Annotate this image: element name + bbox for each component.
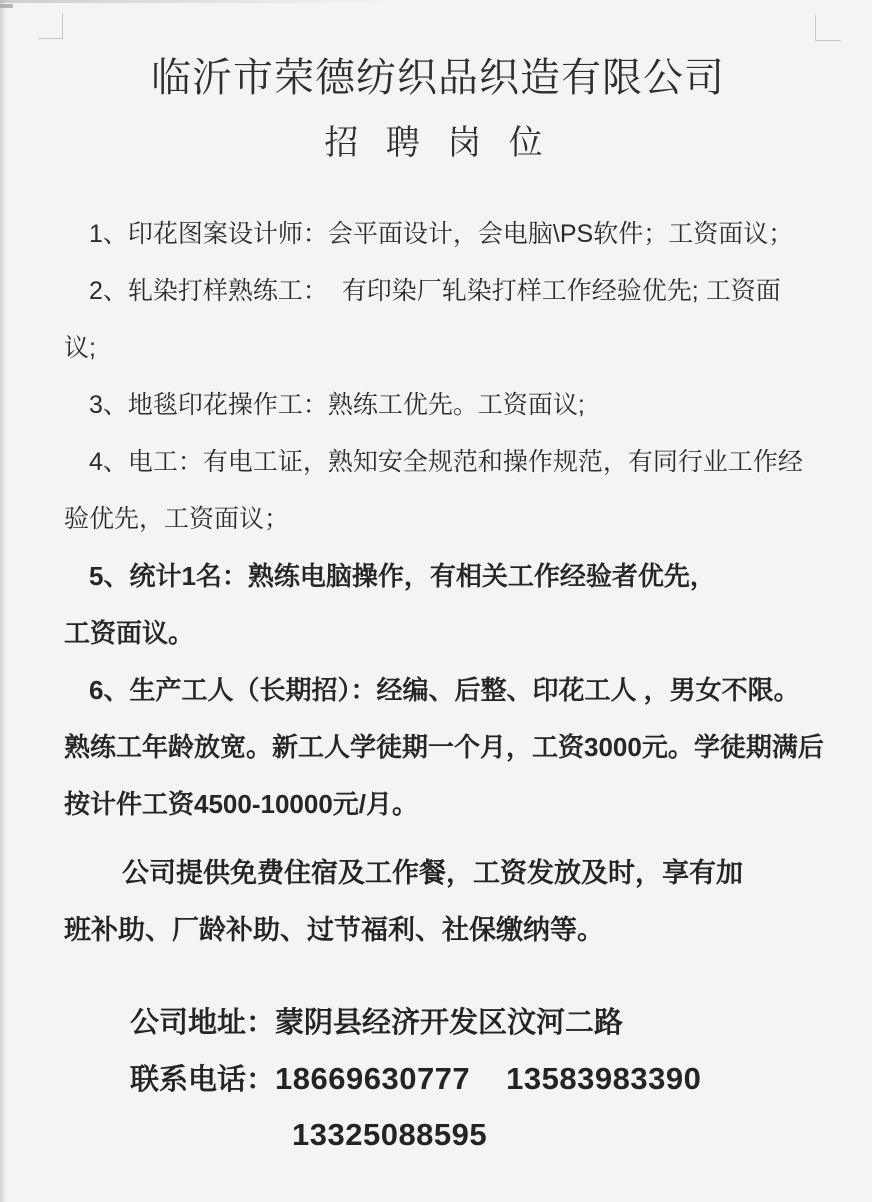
position-line: 1、印花图案设计师：会平面设计，会电脑\PS软件；工资面议； xyxy=(89,220,794,248)
benefits-line: 公司提供免费住宿及工作餐，工资发放及时，享有加 xyxy=(122,858,743,888)
document-title: 招 聘 岗 位 xyxy=(324,124,552,162)
phone-number-2: 13583983390 xyxy=(506,1061,702,1096)
position-line: 3、地毯印花操作工：熟练工优先。工资面议; xyxy=(89,391,585,419)
position-line: 工资面议。 xyxy=(64,618,195,648)
contact-phone-line-2 xyxy=(64,1107,812,1163)
company-address: 蒙阴县经济开发区汶河二路 xyxy=(275,1007,624,1039)
position-item-4 xyxy=(64,434,812,548)
position-line: 熟练工年龄放宽。新工人学徒期一个月，工资3000元。学徒期满后 xyxy=(64,732,824,762)
contact-phone-line xyxy=(64,1051,812,1107)
position-line: 4、电工：有电工证，熟知安全规范和操作规范，有同行业工作经 xyxy=(89,448,803,476)
company-name-title: 临沂市荣德纺织品织造有限公司 xyxy=(151,56,725,100)
contact-section xyxy=(64,995,812,1163)
phone-label: 联系电话： xyxy=(130,1064,276,1096)
position-line: 6、生产工人（长期招）：经编、后整、印花工人 ，男女不限。 xyxy=(89,675,800,705)
position-item-2 xyxy=(64,263,812,377)
position-line: 2、轧染打样熟练工： 有印染厂轧染打样工作经验优先; 工资面 xyxy=(89,277,781,305)
benefits-line: 班补助、厂龄补助、过节福利、社保缴纳等。 xyxy=(64,915,604,945)
position-item-6 xyxy=(64,662,824,833)
position-item-1 xyxy=(64,206,812,263)
company-address-line xyxy=(64,995,812,1051)
position-list xyxy=(64,206,824,833)
phone-number-3: 13325088595 xyxy=(292,1117,488,1152)
position-line: 议; xyxy=(64,334,96,362)
position-item-5 xyxy=(64,548,812,662)
position-item-3 xyxy=(64,377,812,434)
position-line: 验优先，工资面议； xyxy=(64,505,290,533)
phone-number-1: 18669630777 xyxy=(275,1061,471,1096)
position-line: 5、统计1名：熟练电脑操作，有相关工作经验者优先， xyxy=(89,561,716,591)
address-label: 公司地址： xyxy=(130,1007,276,1039)
benefits-paragraph xyxy=(64,845,812,959)
position-line: 按计件工资4500-10000元/月。 xyxy=(64,789,419,819)
